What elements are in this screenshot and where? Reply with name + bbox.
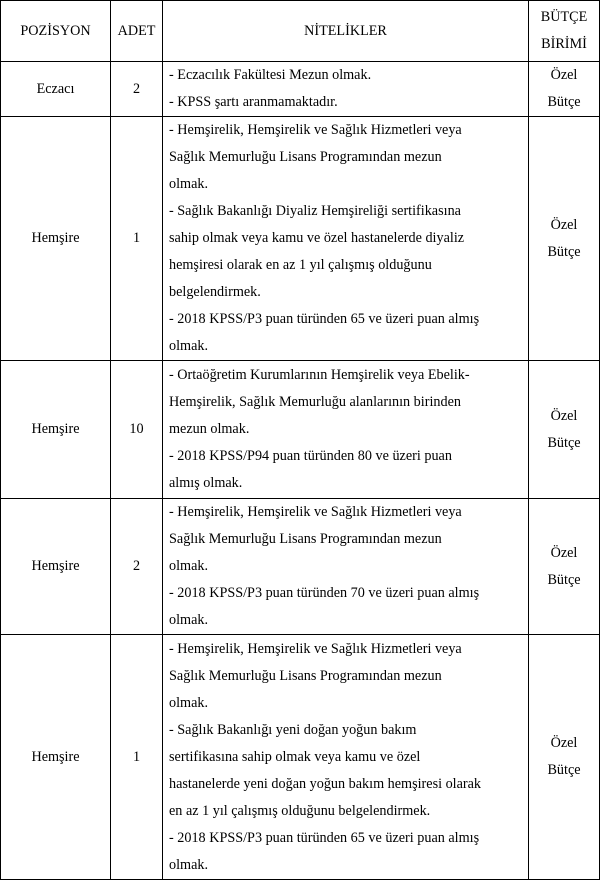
- position-cell: Eczacı: [1, 62, 111, 117]
- table-row: [1, 635, 600, 880]
- budget-line2: Bütçe: [547, 762, 581, 778]
- header-position: POZİSYON: [1, 1, 111, 62]
- qualification-line: - 2018 KPSS/P3 puan türünden 70 ve üzeri puan almış: [169, 585, 480, 601]
- position-cell: Hemşire: [1, 117, 111, 361]
- count-cell: 1: [111, 117, 163, 361]
- budget-line2: Bütçe: [547, 94, 581, 110]
- qualification-line: olmak.: [169, 176, 209, 192]
- qualification-line: olmak.: [169, 612, 209, 628]
- qualification-line: Sağlık Memurluğu Lisans Programından mezun: [169, 149, 442, 165]
- qualification-line: olmak.: [169, 694, 209, 711]
- table-row: [1, 117, 600, 361]
- budget-cell: [529, 117, 600, 361]
- budget-line1: Özel: [550, 544, 578, 561]
- budget-line2: Bütçe: [547, 571, 581, 588]
- qualifications-cell: [163, 62, 529, 117]
- qualifications-cell: [163, 361, 529, 499]
- count-cell: 2: [111, 499, 163, 635]
- qualifications-cell: [163, 635, 529, 880]
- qualification-line: - 2018 KPSS/P3 puan türünden 65 ve üzeri puan almış: [169, 829, 480, 846]
- qualification-line: hemşiresi olarak en az 1 yıl çalışmış olduğunu: [169, 257, 432, 273]
- qualification-line: olmak.: [169, 856, 209, 873]
- table-row: [1, 499, 600, 635]
- count-cell: 2: [111, 62, 163, 117]
- qualifications-cell: [163, 499, 529, 635]
- qualification-line: en az 1 yıl çalışmış olduğunu belgelendirmek.: [169, 802, 431, 819]
- qualification-line: mezun olmak.: [169, 421, 250, 437]
- table-row: [1, 62, 600, 117]
- header-budget-line1: BÜTÇE: [540, 9, 588, 25]
- qualification-line: Hemşirelik, Sağlık Memurluğu alanlarının birinden: [169, 394, 461, 410]
- header-row: [1, 1, 600, 62]
- budget-cell: [529, 62, 600, 117]
- position-cell: Hemşire: [1, 361, 111, 499]
- qualification-line: - Hemşirelik, Hemşirelik ve Sağlık Hizmetleri veya: [169, 640, 462, 657]
- qualification-line: - Eczacılık Fakültesi Mezun olmak.: [169, 67, 372, 83]
- budget-cell: [529, 499, 600, 635]
- qualification-line: - 2018 KPSS/P94 puan türünden 80 ve üzeri puan: [169, 448, 452, 464]
- budget-line1: Özel: [550, 216, 578, 233]
- position-cell: Hemşire: [1, 635, 111, 880]
- qualification-line: almış olmak.: [169, 475, 243, 491]
- count-cell: 10: [111, 361, 163, 499]
- header-budget-line2: BİRİMİ: [541, 36, 587, 52]
- header-budget-unit: [529, 1, 600, 62]
- qualification-line: - Hemşirelik, Hemşirelik ve Sağlık Hizmetleri veya: [169, 122, 462, 138]
- budget-line1: Özel: [550, 407, 578, 424]
- qualification-line: - 2018 KPSS/P3 puan türünden 65 ve üzeri puan almış: [169, 311, 480, 327]
- header-count: ADET: [111, 1, 163, 62]
- qualification-line: sertifikasına sahip olmak veya kamu ve özel: [169, 748, 421, 765]
- budget-line2: Bütçe: [547, 434, 581, 451]
- qualification-line: olmak.: [169, 338, 209, 354]
- budget-cell: [529, 635, 600, 880]
- qualification-line: hastanelerde yeni doğan yoğun bakım hemşiresi olarak: [169, 775, 482, 792]
- table-row: [1, 361, 600, 499]
- qualification-line: Sağlık Memurluğu Lisans Programından mezun: [169, 667, 442, 684]
- header-qualifications: NİTELİKLER: [163, 1, 529, 62]
- qualification-line: - Hemşirelik, Hemşirelik ve Sağlık Hizmetleri veya: [169, 504, 462, 520]
- qualifications-cell: [163, 117, 529, 361]
- qualification-line: - Sağlık Bakanlığı Diyaliz Hemşireliği sertifikasına: [169, 203, 461, 219]
- qualification-line: Sağlık Memurluğu Lisans Programından mezun: [169, 531, 442, 547]
- qualification-line: belgelendirmek.: [169, 284, 261, 300]
- qualification-line: sahip olmak veya kamu ve özel hastanelerde diyaliz: [169, 230, 465, 246]
- budget-cell: [529, 361, 600, 499]
- qualification-line: - KPSS şartı aranmamaktadır.: [169, 94, 338, 110]
- budget-line1: Özel: [550, 735, 578, 751]
- qualification-line: olmak.: [169, 558, 209, 574]
- qualification-line: - Ortaöğretim Kurumlarının Hemşirelik veya Ebelik-: [169, 367, 470, 383]
- count-cell: 1: [111, 635, 163, 880]
- budget-line1: Özel: [550, 67, 578, 83]
- position-cell: Hemşire: [1, 499, 111, 635]
- budget-line2: Bütçe: [547, 243, 581, 260]
- qualification-line: - Sağlık Bakanlığı yeni doğan yoğun bakım: [169, 721, 417, 738]
